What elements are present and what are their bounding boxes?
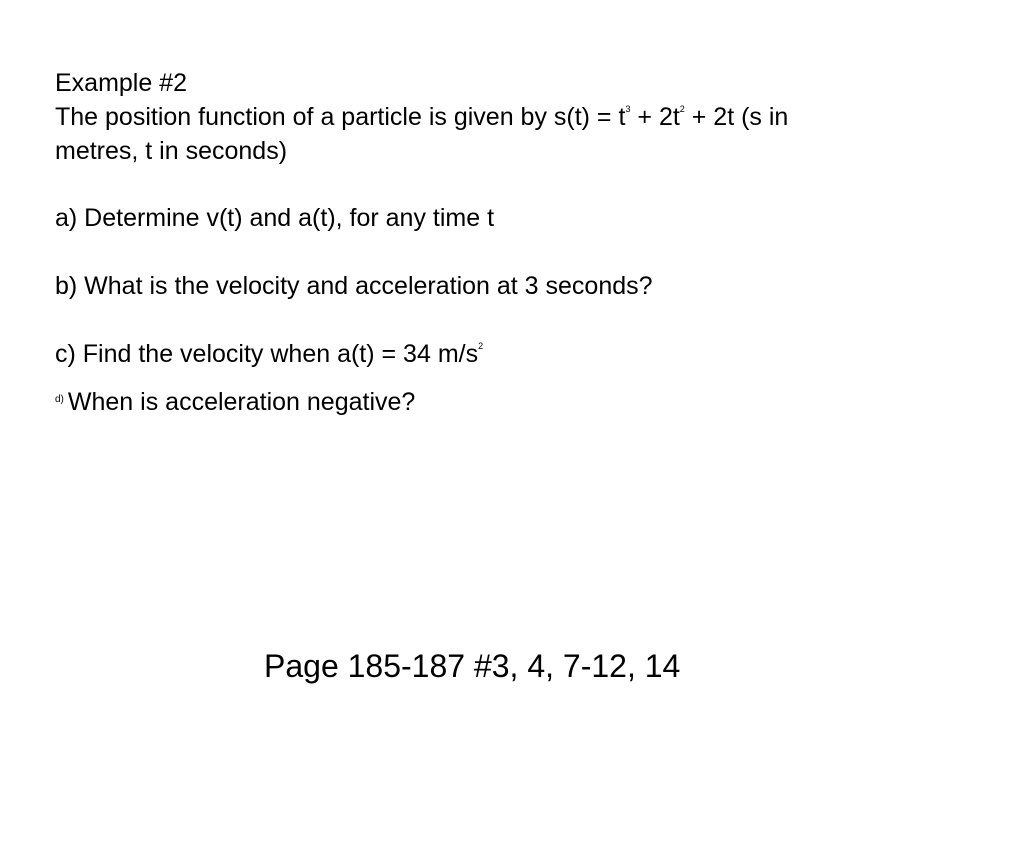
question-c-text: c) Find the velocity when a(t) = 34 m/s	[55, 340, 479, 368]
question-c-exponent: 2	[478, 341, 484, 351]
exponent-square: 2	[679, 104, 685, 114]
problem-text-part-1: The position function of a particle is given by s(t) = t	[55, 103, 626, 131]
question-a: a) Determine v(t) and a(t), for any time t	[55, 204, 495, 232]
exponent-cubic: 3	[625, 104, 631, 114]
problem-text-part-2: + 2t	[630, 103, 680, 131]
question-d-label: d)	[55, 394, 64, 405]
problem-text-part-3: + 2t (s in	[684, 103, 789, 131]
question-d	[55, 385, 415, 419]
problem-statement-line-2: metres, t in seconds)	[55, 137, 288, 165]
example-title: Example #2	[55, 69, 188, 97]
question-b: b) What is the velocity and acceleration at 3 seconds?	[55, 272, 653, 300]
problem-statement-line-1	[55, 100, 788, 134]
homework-reference: Page 185-187 #3, 4, 7-12, 14	[264, 648, 681, 684]
question-d-text: When is acceleration negative?	[67, 388, 416, 416]
question-c	[55, 337, 483, 371]
